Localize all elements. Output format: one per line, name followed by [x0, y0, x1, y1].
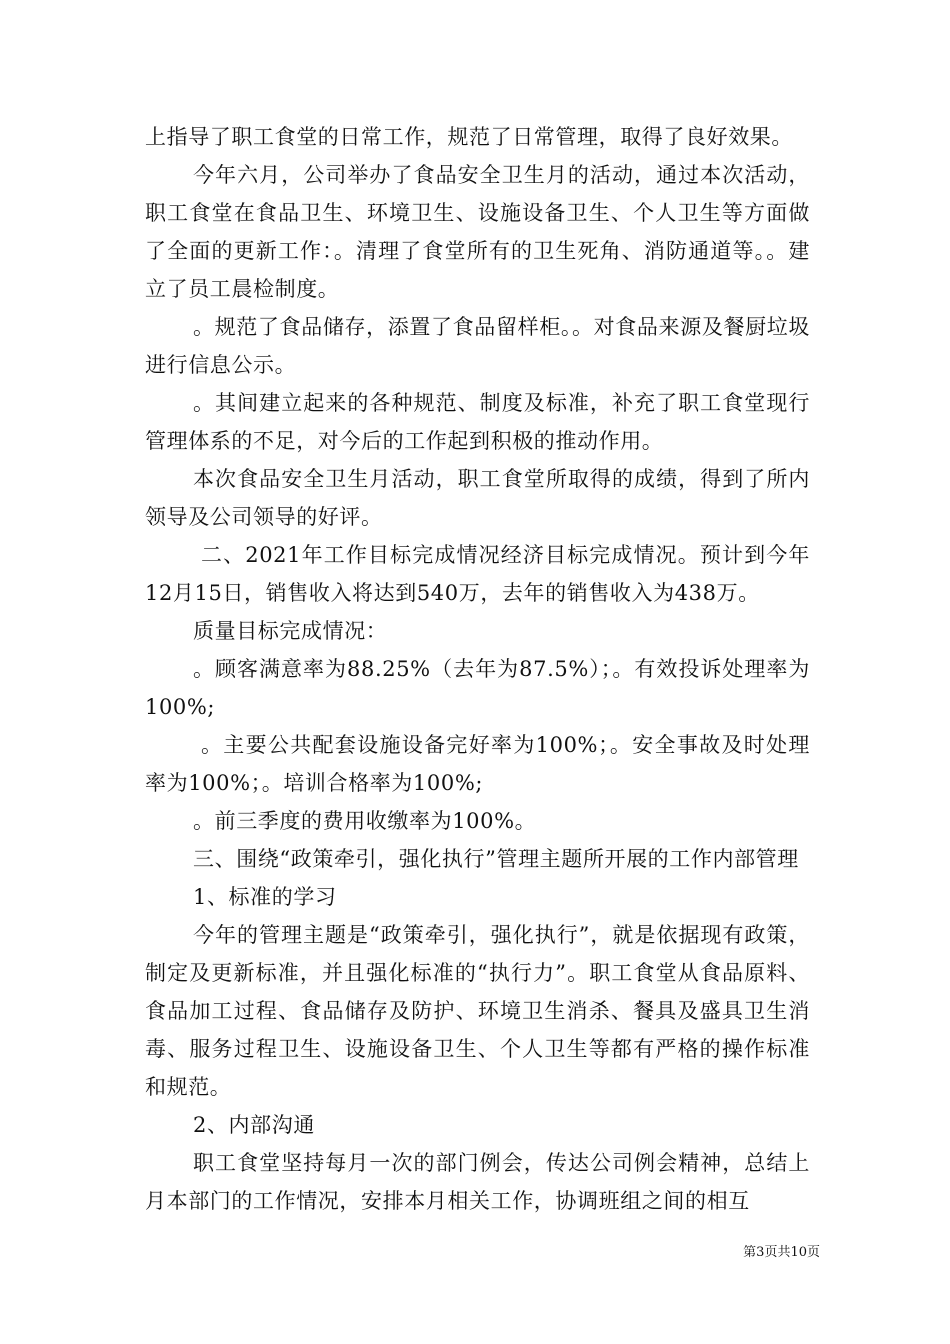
subheading-communication: 2、内部沟通: [193, 1113, 315, 1137]
subheading-standards: 1、标准的学习: [193, 885, 337, 909]
paragraph-8: 。顾客满意率为88.25%（去年为87.5%）；。有效投诉处理率为100%;: [145, 657, 810, 719]
paragraph-2: 今年六月，公司举办了食品安全卫生月的活动，通过本次活动，职工食堂在食品卫生、环境卫生、设施设备卫生、个人卫生等方面做了全面的更新工作：。清理了食堂所有的卫生死角、消防通道等。。建立了员工晨检制度。: [145, 163, 810, 301]
paragraph-7: 质量目标完成情况：: [193, 619, 388, 643]
paragraph-1: 上指导了职工食堂的日常工作，规范了日常管理，取得了良好效果。: [145, 125, 793, 149]
paragraph-9: 。主要公共配套设施设备完好率为100%；。安全事故及时处理率为100%；。培训合格率为100%;: [145, 733, 810, 795]
paragraph-3: 。规范了食品储存，添置了食品留样柜。。对食品来源及餐厨垃圾进行信息公示。: [145, 315, 810, 377]
section-heading-3: 三、围绕“政策牵引，强化执行”管理主题所开展的工作内部管理: [193, 847, 799, 871]
paragraph-15: 职工食堂坚持每月一次的部门例会，传达公司例会精神，总结上月本部门的工作情况，安排本月相关工作，协调班组之间的相互: [145, 1151, 810, 1213]
paragraph-10: 。前三季度的费用收缴率为100%。: [193, 809, 537, 833]
paragraph-4: 。其间建立起来的各种规范、制度及标准，补充了职工食堂现行管理体系的不足，对今后的工作起到积极的推动作用。: [145, 391, 810, 453]
paragraph-13: 今年的管理主题是“政策牵引，强化执行”，就是依据现有政策，制定及更新标准，并且强化标准的“执行力”。职工食堂从食品原料、食品加工过程、食品储存及防护、环境卫生消杀、餐具及盛具卫生消毒、服务过程卫生、设施设备卫生、个人卫生等都有严格的操作标准和规范。: [145, 923, 810, 1099]
section-heading-2: 二、2021年工作目标完成情况经济目标完成情况。预计到今年12月15日，销售收入将达到540万，去年的销售收入为438万。: [145, 543, 810, 605]
document-body: [145, 118, 810, 1220]
page-number: 第3页共10页: [743, 1245, 820, 1260]
paragraph-5: 本次食品安全卫生月活动，职工食堂所取得的成绩，得到了所内领导及公司领导的好评。: [145, 467, 810, 529]
